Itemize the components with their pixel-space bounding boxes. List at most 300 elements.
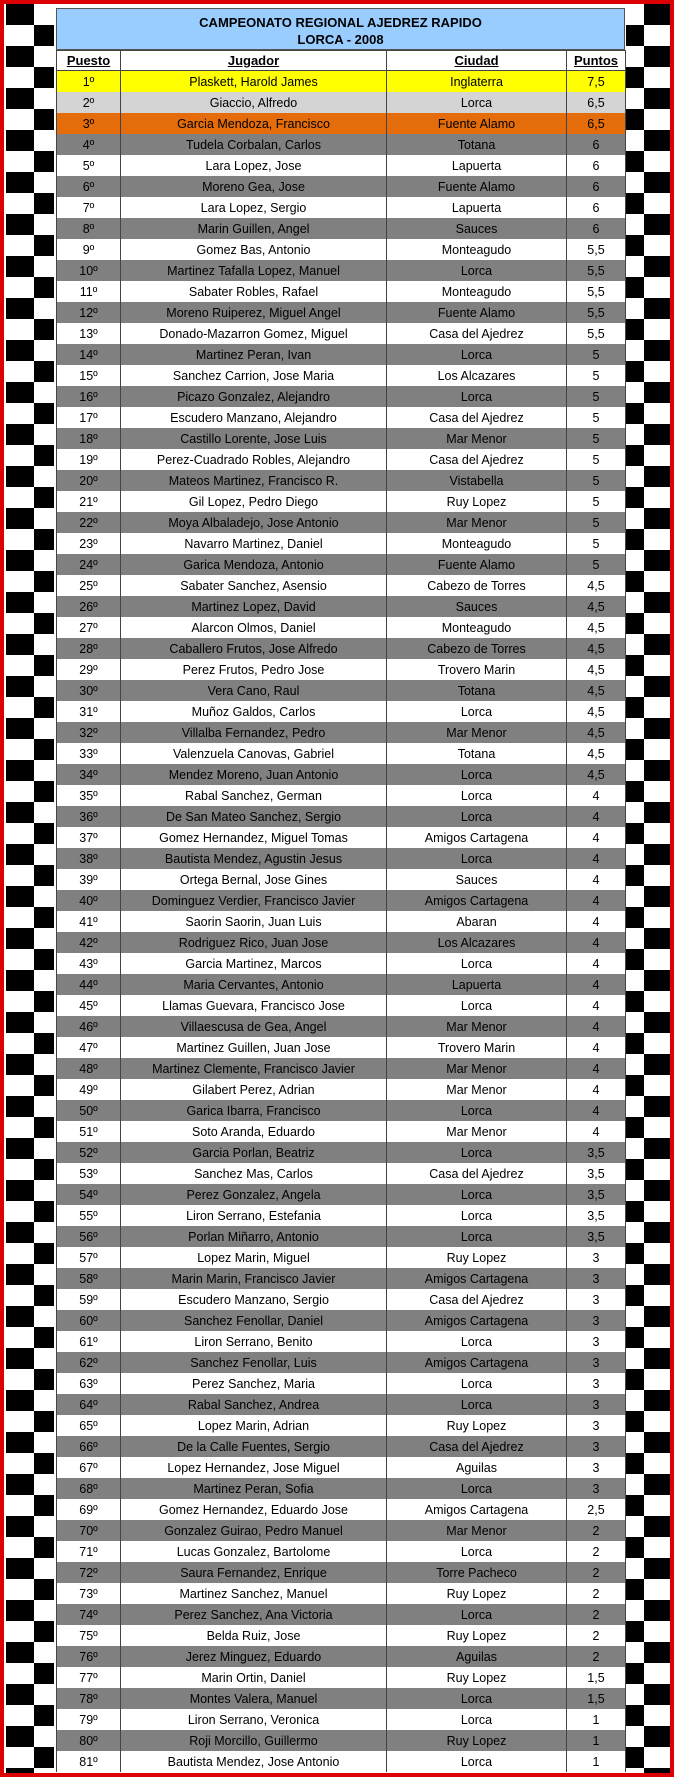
- header-jugador: Jugador: [121, 51, 387, 71]
- table-row: [57, 1373, 626, 1394]
- cell-jugador: Sanchez Fenollar, Luis: [121, 1352, 387, 1373]
- table-row: [57, 1100, 626, 1121]
- cell-puntos: 4: [567, 848, 626, 869]
- cell-puesto: 23º: [57, 533, 121, 554]
- cell-puntos: 4: [567, 932, 626, 953]
- cell-puntos: 5,5: [567, 302, 626, 323]
- cell-jugador: Caballero Frutos, Jose Alfredo: [121, 638, 387, 659]
- cell-puntos: 5: [567, 365, 626, 386]
- table-row: [57, 1058, 626, 1079]
- table-row: [57, 491, 626, 512]
- table-row: [57, 1184, 626, 1205]
- cell-jugador: Montes Valera, Manuel: [121, 1688, 387, 1709]
- cell-puesto: 73º: [57, 1583, 121, 1604]
- cell-jugador: De la Calle Fuentes, Sergio: [121, 1436, 387, 1457]
- cell-puntos: 3: [567, 1436, 626, 1457]
- table-row: [57, 113, 626, 134]
- cell-jugador: Ortega Bernal, Jose Gines: [121, 869, 387, 890]
- cell-puesto: 6º: [57, 176, 121, 197]
- cell-ciudad: Lorca: [387, 92, 567, 113]
- table-row: [57, 1604, 626, 1625]
- cell-jugador: Sabater Sanchez, Asensio: [121, 575, 387, 596]
- cell-jugador: Plaskett, Harold James: [121, 71, 387, 93]
- cell-puesto: 59º: [57, 1289, 121, 1310]
- cell-jugador: Tudela Corbalan, Carlos: [121, 134, 387, 155]
- cell-puesto: 18º: [57, 428, 121, 449]
- cell-puesto: 38º: [57, 848, 121, 869]
- cell-puntos: 4: [567, 1100, 626, 1121]
- table-row: [57, 890, 626, 911]
- cell-puntos: 5: [567, 533, 626, 554]
- cell-puesto: 67º: [57, 1457, 121, 1478]
- cell-puesto: 50º: [57, 1100, 121, 1121]
- cell-ciudad: Mar Menor: [387, 512, 567, 533]
- tournament-title: CAMPEONATO REGIONAL AJEDREZ RAPIDO: [199, 15, 482, 30]
- table-row: [57, 1520, 626, 1541]
- cell-ciudad: Amigos Cartagena: [387, 1352, 567, 1373]
- cell-jugador: Valenzuela Canovas, Gabriel: [121, 743, 387, 764]
- cell-puntos: 5: [567, 428, 626, 449]
- table-row: [57, 743, 626, 764]
- cell-jugador: Sanchez Mas, Carlos: [121, 1163, 387, 1184]
- cell-puntos: 1,5: [567, 1688, 626, 1709]
- cell-puntos: 5,5: [567, 260, 626, 281]
- cell-ciudad: Monteagudo: [387, 533, 567, 554]
- table-row: [57, 932, 626, 953]
- cell-puesto: 26º: [57, 596, 121, 617]
- table-row: [57, 995, 626, 1016]
- table-row: [57, 365, 626, 386]
- cell-puntos: 4: [567, 1079, 626, 1100]
- table-row: [57, 1478, 626, 1499]
- table-row: [57, 155, 626, 176]
- table-row: [57, 722, 626, 743]
- cell-ciudad: Lorca: [387, 1604, 567, 1625]
- cell-jugador: Perez-Cuadrado Robles, Alejandro: [121, 449, 387, 470]
- cell-puesto: 52º: [57, 1142, 121, 1163]
- table-row: [57, 1415, 626, 1436]
- cell-puntos: 5: [567, 344, 626, 365]
- cell-puesto: 47º: [57, 1037, 121, 1058]
- cell-jugador: Muñoz Galdos, Carlos: [121, 701, 387, 722]
- cell-jugador: Picazo Gonzalez, Alejandro: [121, 386, 387, 407]
- cell-ciudad: Ruy Lopez: [387, 1667, 567, 1688]
- cell-jugador: Moreno Ruiperez, Miguel Angel: [121, 302, 387, 323]
- table-row: [57, 323, 626, 344]
- cell-jugador: Martinez Peran, Sofia: [121, 1478, 387, 1499]
- cell-ciudad: Abaran: [387, 911, 567, 932]
- header-puntos: Puntos: [567, 51, 626, 71]
- cell-puntos: 6,5: [567, 113, 626, 134]
- table-row: [57, 1394, 626, 1415]
- cell-ciudad: Lapuerta: [387, 155, 567, 176]
- cell-jugador: Martinez Tafalla Lopez, Manuel: [121, 260, 387, 281]
- table-row: [57, 512, 626, 533]
- cell-ciudad: Cabezo de Torres: [387, 575, 567, 596]
- cell-ciudad: Mar Menor: [387, 428, 567, 449]
- cell-puntos: 2: [567, 1646, 626, 1667]
- cell-jugador: Martinez Clemente, Francisco Javier: [121, 1058, 387, 1079]
- cell-jugador: Porlan Miñarro, Antonio: [121, 1226, 387, 1247]
- cell-ciudad: Ruy Lopez: [387, 1247, 567, 1268]
- cell-ciudad: Lorca: [387, 806, 567, 827]
- cell-ciudad: Los Alcazares: [387, 932, 567, 953]
- cell-jugador: Alarcon Olmos, Daniel: [121, 617, 387, 638]
- cell-puesto: 39º: [57, 869, 121, 890]
- cell-ciudad: Lorca: [387, 1709, 567, 1730]
- cell-puesto: 24º: [57, 554, 121, 575]
- cell-jugador: Rodriguez Rico, Juan Jose: [121, 932, 387, 953]
- cell-jugador: De San Mateo Sanchez, Sergio: [121, 806, 387, 827]
- cell-puesto: 76º: [57, 1646, 121, 1667]
- cell-jugador: Saorin Saorin, Juan Luis: [121, 911, 387, 932]
- cell-puesto: 65º: [57, 1415, 121, 1436]
- cell-jugador: Escudero Manzano, Sergio: [121, 1289, 387, 1310]
- cell-puntos: 4: [567, 806, 626, 827]
- cell-jugador: Rabal Sanchez, Andrea: [121, 1394, 387, 1415]
- cell-ciudad: Casa del Ajedrez: [387, 1289, 567, 1310]
- cell-ciudad: Mar Menor: [387, 1016, 567, 1037]
- cell-jugador: Gomez Hernandez, Miguel Tomas: [121, 827, 387, 848]
- cell-puesto: 1º: [57, 71, 121, 93]
- cell-ciudad: Ruy Lopez: [387, 1415, 567, 1436]
- table-row: [57, 1205, 626, 1226]
- cell-jugador: Garcia Porlan, Beatriz: [121, 1142, 387, 1163]
- table-row: [57, 953, 626, 974]
- table-row: [57, 470, 626, 491]
- cell-jugador: Perez Sanchez, Maria: [121, 1373, 387, 1394]
- table-row: [57, 1541, 626, 1562]
- cell-jugador: Roji Morcillo, Guillermo: [121, 1730, 387, 1751]
- cell-puntos: 4: [567, 974, 626, 995]
- cell-jugador: Moreno Gea, Jose: [121, 176, 387, 197]
- cell-puesto: 29º: [57, 659, 121, 680]
- cell-ciudad: Casa del Ajedrez: [387, 449, 567, 470]
- cell-jugador: Castillo Lorente, Jose Luis: [121, 428, 387, 449]
- table-row: [57, 848, 626, 869]
- cell-ciudad: Mar Menor: [387, 722, 567, 743]
- table-row: [57, 1352, 626, 1373]
- cell-puntos: 5: [567, 386, 626, 407]
- cell-jugador: Villalba Fernandez, Pedro: [121, 722, 387, 743]
- cell-puntos: 3: [567, 1247, 626, 1268]
- table-row: [57, 1079, 626, 1100]
- cell-puntos: 3,5: [567, 1163, 626, 1184]
- cell-puesto: 51º: [57, 1121, 121, 1142]
- cell-puntos: 6: [567, 134, 626, 155]
- table-row: [57, 1121, 626, 1142]
- cell-ciudad: Lapuerta: [387, 197, 567, 218]
- cell-jugador: Belda Ruiz, Jose: [121, 1625, 387, 1646]
- table-row: [57, 1289, 626, 1310]
- cell-puesto: 75º: [57, 1625, 121, 1646]
- cell-jugador: Gomez Bas, Antonio: [121, 239, 387, 260]
- cell-puesto: 22º: [57, 512, 121, 533]
- table-row: [57, 260, 626, 281]
- cell-jugador: Garica Ibarra, Francisco: [121, 1100, 387, 1121]
- cell-puntos: 4,5: [567, 659, 626, 680]
- cell-puesto: 78º: [57, 1688, 121, 1709]
- table-row: [57, 1583, 626, 1604]
- cell-puntos: 2: [567, 1604, 626, 1625]
- cell-puesto: 3º: [57, 113, 121, 134]
- cell-ciudad: Lorca: [387, 701, 567, 722]
- table-row: [57, 575, 626, 596]
- cell-ciudad: Monteagudo: [387, 617, 567, 638]
- cell-puntos: 3: [567, 1268, 626, 1289]
- cell-ciudad: Trovero Marin: [387, 1037, 567, 1058]
- cell-puesto: 19º: [57, 449, 121, 470]
- cell-ciudad: Mar Menor: [387, 1520, 567, 1541]
- cell-puntos: 3: [567, 1310, 626, 1331]
- cell-ciudad: Lorca: [387, 1226, 567, 1247]
- table-row: [57, 1730, 626, 1751]
- cell-jugador: Mendez Moreno, Juan Antonio: [121, 764, 387, 785]
- table-row: [57, 1625, 626, 1646]
- cell-puesto: 53º: [57, 1163, 121, 1184]
- cell-puesto: 37º: [57, 827, 121, 848]
- cell-jugador: Llamas Guevara, Francisco Jose: [121, 995, 387, 1016]
- table-row: [57, 92, 626, 113]
- cell-ciudad: Lorca: [387, 1205, 567, 1226]
- cell-puesto: 60º: [57, 1310, 121, 1331]
- table-row: [57, 1163, 626, 1184]
- cell-ciudad: Casa del Ajedrez: [387, 1436, 567, 1457]
- cell-ciudad: Mar Menor: [387, 1058, 567, 1079]
- table-row: [57, 71, 626, 93]
- cell-jugador: Lopez Marin, Adrian: [121, 1415, 387, 1436]
- cell-puntos: 2,5: [567, 1499, 626, 1520]
- standings-content: [56, 8, 625, 1772]
- cell-puesto: 81º: [57, 1751, 121, 1772]
- cell-ciudad: Cabezo de Torres: [387, 638, 567, 659]
- cell-puesto: 55º: [57, 1205, 121, 1226]
- cell-puesto: 33º: [57, 743, 121, 764]
- cell-ciudad: Lorca: [387, 1478, 567, 1499]
- checker-border-left: [6, 4, 34, 1773]
- table-row: [57, 1667, 626, 1688]
- cell-jugador: Mateos Martinez, Francisco R.: [121, 470, 387, 491]
- table-row: [57, 386, 626, 407]
- cell-puesto: 66º: [57, 1436, 121, 1457]
- cell-puesto: 8º: [57, 218, 121, 239]
- header-ciudad: Ciudad: [387, 51, 567, 71]
- cell-puntos: 4: [567, 1121, 626, 1142]
- cell-puesto: 12º: [57, 302, 121, 323]
- table-row: [57, 1751, 626, 1772]
- cell-puntos: 4,5: [567, 596, 626, 617]
- cell-puntos: 1: [567, 1730, 626, 1751]
- cell-puesto: 31º: [57, 701, 121, 722]
- cell-puesto: 30º: [57, 680, 121, 701]
- cell-puntos: 3: [567, 1373, 626, 1394]
- checker-border-left-inner: [34, 4, 54, 1773]
- cell-jugador: Garcia Martinez, Marcos: [121, 953, 387, 974]
- cell-puesto: 54º: [57, 1184, 121, 1205]
- table-row: [57, 1247, 626, 1268]
- cell-puntos: 7,5: [567, 71, 626, 93]
- cell-ciudad: Monteagudo: [387, 281, 567, 302]
- cell-ciudad: Lorca: [387, 1373, 567, 1394]
- table-row: [57, 1688, 626, 1709]
- cell-jugador: Lara Lopez, Jose: [121, 155, 387, 176]
- cell-puesto: 62º: [57, 1352, 121, 1373]
- table-row: [57, 974, 626, 995]
- table-row: [57, 680, 626, 701]
- checker-border-right: [644, 4, 670, 1773]
- cell-jugador: Garica Mendoza, Antonio: [121, 554, 387, 575]
- cell-puntos: 6,5: [567, 92, 626, 113]
- cell-ciudad: Lorca: [387, 764, 567, 785]
- cell-ciudad: Lorca: [387, 1184, 567, 1205]
- cell-jugador: Marin Guillen, Angel: [121, 218, 387, 239]
- cell-ciudad: Sauces: [387, 869, 567, 890]
- table-row: [57, 1436, 626, 1457]
- cell-puesto: 46º: [57, 1016, 121, 1037]
- cell-puntos: 3: [567, 1457, 626, 1478]
- cell-ciudad: Casa del Ajedrez: [387, 1163, 567, 1184]
- cell-jugador: Donado-Mazarron Gomez, Miguel: [121, 323, 387, 344]
- table-row: [57, 449, 626, 470]
- cell-ciudad: Torre Pacheco: [387, 1562, 567, 1583]
- cell-jugador: Martinez Guillen, Juan Jose: [121, 1037, 387, 1058]
- checker-border-right-inner: [626, 4, 644, 1773]
- table-row: [57, 281, 626, 302]
- cell-puntos: 4: [567, 953, 626, 974]
- cell-puesto: 20º: [57, 470, 121, 491]
- cell-puesto: 56º: [57, 1226, 121, 1247]
- cell-ciudad: Los Alcazares: [387, 365, 567, 386]
- cell-puesto: 63º: [57, 1373, 121, 1394]
- cell-jugador: Gil Lopez, Pedro Diego: [121, 491, 387, 512]
- cell-ciudad: Ruy Lopez: [387, 1583, 567, 1604]
- cell-puesto: 34º: [57, 764, 121, 785]
- table-row: [57, 638, 626, 659]
- cell-ciudad: Lorca: [387, 1751, 567, 1772]
- cell-jugador: Gilabert Perez, Adrian: [121, 1079, 387, 1100]
- cell-puesto: 70º: [57, 1520, 121, 1541]
- table-row: [57, 869, 626, 890]
- cell-jugador: Vera Cano, Raul: [121, 680, 387, 701]
- cell-puesto: 49º: [57, 1079, 121, 1100]
- cell-puesto: 11º: [57, 281, 121, 302]
- cell-puntos: 5,5: [567, 239, 626, 260]
- cell-jugador: Liron Serrano, Benito: [121, 1331, 387, 1352]
- cell-ciudad: Amigos Cartagena: [387, 1268, 567, 1289]
- cell-ciudad: Fuente Alamo: [387, 554, 567, 575]
- table-row: [57, 218, 626, 239]
- cell-ciudad: Fuente Alamo: [387, 113, 567, 134]
- cell-puesto: 45º: [57, 995, 121, 1016]
- cell-ciudad: Fuente Alamo: [387, 302, 567, 323]
- cell-puntos: 3,5: [567, 1142, 626, 1163]
- cell-puesto: 10º: [57, 260, 121, 281]
- cell-jugador: Lara Lopez, Sergio: [121, 197, 387, 218]
- cell-jugador: Marin Marin, Francisco Javier: [121, 1268, 387, 1289]
- cell-jugador: Sanchez Fenollar, Daniel: [121, 1310, 387, 1331]
- cell-puntos: 4: [567, 869, 626, 890]
- cell-puntos: 1: [567, 1709, 626, 1730]
- cell-puntos: 4: [567, 995, 626, 1016]
- cell-jugador: Perez Gonzalez, Angela: [121, 1184, 387, 1205]
- cell-puesto: 58º: [57, 1268, 121, 1289]
- table-row: [57, 1562, 626, 1583]
- cell-ciudad: Amigos Cartagena: [387, 1310, 567, 1331]
- cell-ciudad: Aguilas: [387, 1457, 567, 1478]
- cell-ciudad: Ruy Lopez: [387, 1730, 567, 1751]
- cell-jugador: Villaescusa de Gea, Angel: [121, 1016, 387, 1037]
- cell-puesto: 21º: [57, 491, 121, 512]
- cell-puntos: 5,5: [567, 323, 626, 344]
- cell-ciudad: Inglaterra: [387, 71, 567, 93]
- cell-jugador: Rabal Sanchez, German: [121, 785, 387, 806]
- table-row: [57, 1016, 626, 1037]
- cell-puesto: 14º: [57, 344, 121, 365]
- cell-ciudad: Ruy Lopez: [387, 1625, 567, 1646]
- cell-puesto: 71º: [57, 1541, 121, 1562]
- cell-jugador: Liron Serrano, Veronica: [121, 1709, 387, 1730]
- cell-jugador: Saura Fernandez, Enrique: [121, 1562, 387, 1583]
- cell-ciudad: Sauces: [387, 218, 567, 239]
- table-row: [57, 1310, 626, 1331]
- standings-body: [57, 71, 626, 1773]
- cell-jugador: Martinez Peran, Ivan: [121, 344, 387, 365]
- cell-puntos: 4: [567, 827, 626, 848]
- cell-ciudad: Monteagudo: [387, 239, 567, 260]
- table-row: [57, 197, 626, 218]
- cell-ciudad: Lorca: [387, 1331, 567, 1352]
- cell-ciudad: Lorca: [387, 953, 567, 974]
- table-row: [57, 239, 626, 260]
- cell-jugador: Sabater Robles, Rafael: [121, 281, 387, 302]
- cell-jugador: Soto Aranda, Eduardo: [121, 1121, 387, 1142]
- cell-puesto: 80º: [57, 1730, 121, 1751]
- cell-puesto: 43º: [57, 953, 121, 974]
- cell-puesto: 9º: [57, 239, 121, 260]
- cell-ciudad: Lorca: [387, 344, 567, 365]
- cell-jugador: Bautista Mendez, Jose Antonio: [121, 1751, 387, 1772]
- cell-ciudad: Vistabella: [387, 470, 567, 491]
- cell-ciudad: Sauces: [387, 596, 567, 617]
- cell-jugador: Marin Ortin, Daniel: [121, 1667, 387, 1688]
- cell-jugador: Bautista Mendez, Agustin Jesus: [121, 848, 387, 869]
- table-row: [57, 617, 626, 638]
- cell-puntos: 4,5: [567, 575, 626, 596]
- standings-table: [56, 50, 626, 1772]
- cell-puntos: 3,5: [567, 1205, 626, 1226]
- table-row: [57, 1226, 626, 1247]
- cell-puntos: 3,5: [567, 1226, 626, 1247]
- cell-puntos: 3: [567, 1289, 626, 1310]
- cell-puesto: 17º: [57, 407, 121, 428]
- cell-ciudad: Casa del Ajedrez: [387, 323, 567, 344]
- table-row: [57, 1499, 626, 1520]
- cell-ciudad: Trovero Marin: [387, 659, 567, 680]
- cell-puntos: 3,5: [567, 1184, 626, 1205]
- cell-puesto: 48º: [57, 1058, 121, 1079]
- cell-ciudad: Lapuerta: [387, 974, 567, 995]
- table-row: [57, 659, 626, 680]
- table-row: [57, 785, 626, 806]
- cell-puntos: 1: [567, 1751, 626, 1772]
- cell-puntos: 4: [567, 890, 626, 911]
- cell-puntos: 4: [567, 1058, 626, 1079]
- cell-puesto: 32º: [57, 722, 121, 743]
- cell-puntos: 4,5: [567, 764, 626, 785]
- cell-ciudad: Lorca: [387, 1100, 567, 1121]
- cell-jugador: Liron Serrano, Estefania: [121, 1205, 387, 1226]
- cell-puesto: 16º: [57, 386, 121, 407]
